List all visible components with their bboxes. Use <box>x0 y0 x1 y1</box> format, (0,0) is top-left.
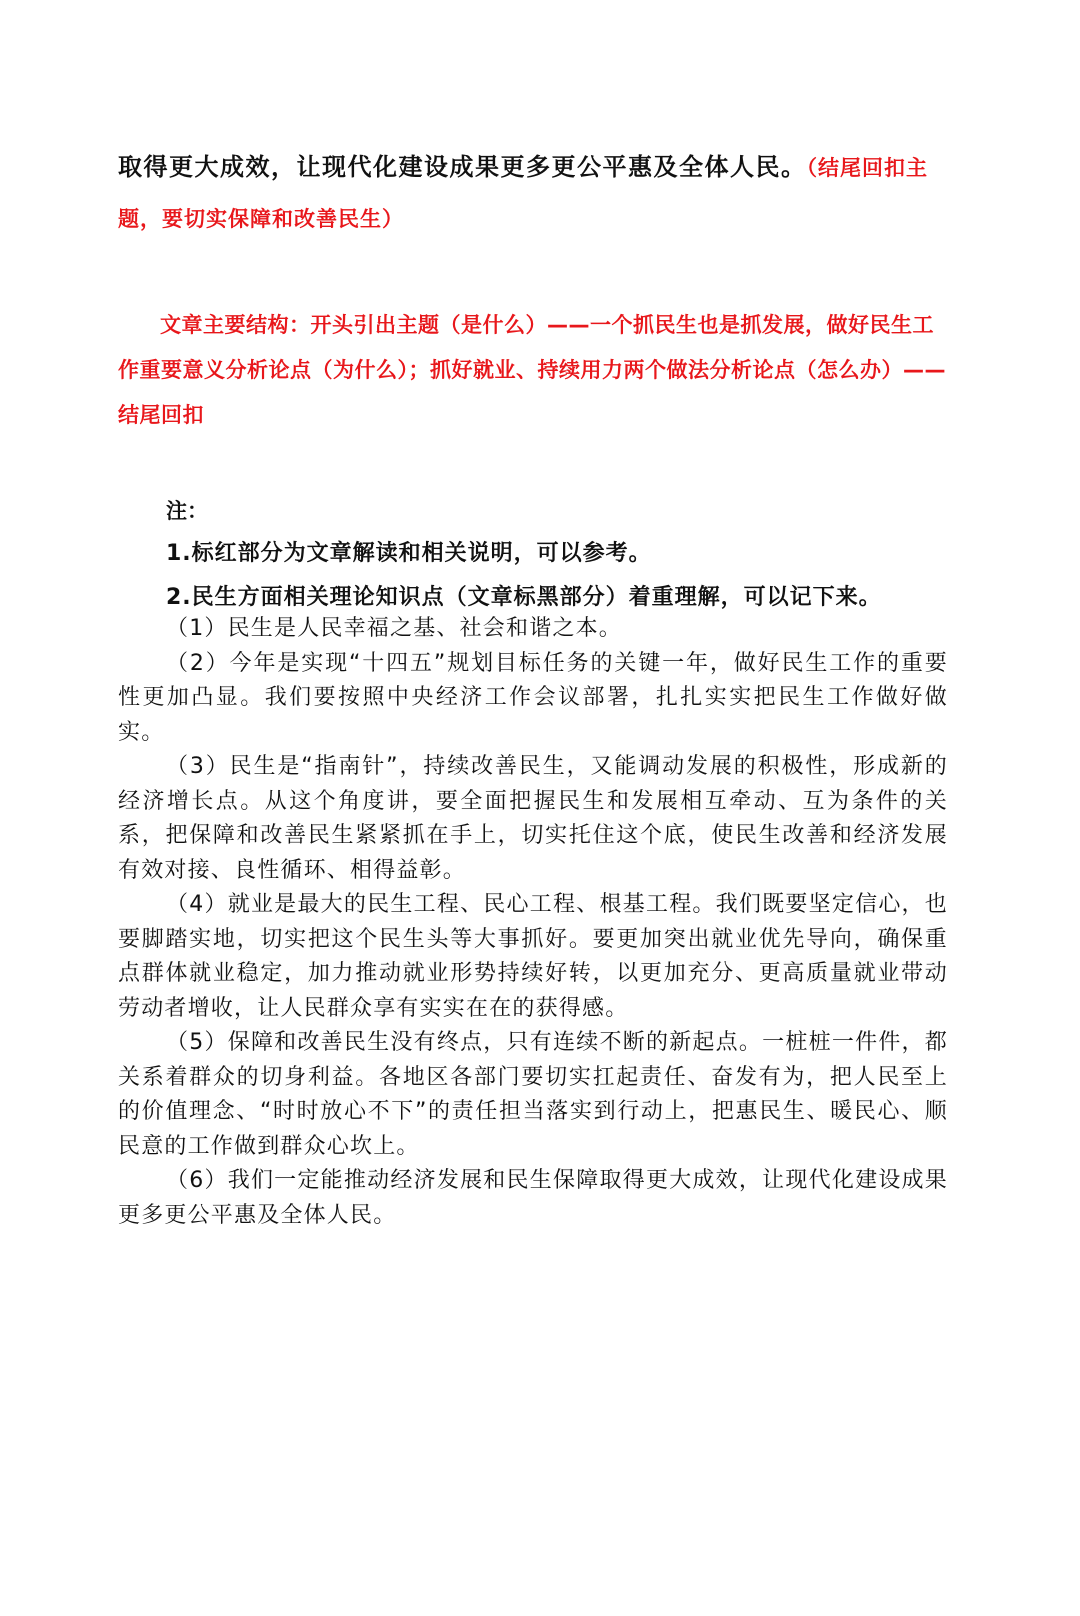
closing-text: 取得更大成效，让现代化建设成果更多更公平惠及全体人民。 <box>118 153 807 181</box>
note-item-2: 2.民生方面相关理论知识点（文章标黑部分）着重理解，可以记下来。 <box>166 585 882 610</box>
closing-annotation: （结尾回扣主题，要切实保障和改善民生） <box>118 156 928 231</box>
structure-annotation: 文章主要结构：开头引出主题（是什么）——一个抓民生也是抓发展，做好民生工作重要意义分析论点（为什么）；抓好就业、持续用力两个做法分析论点（怎么办）——结尾回扣 <box>118 313 946 427</box>
knowledge-point-4: （4）就业是最大的民生工程、民心工程、根基工程。我们既要坚定信心，也要脚踏实地，切实把这个民生头等大事抓好。要更加突出就业优先导向，确保重点群体就业稳定，加力推动就业形势持续好转，以更加充分、更高质量就业带动劳动者增收，让人民群众享有实实在在的获得感。 <box>118 892 948 1021</box>
knowledge-point-1: （1）民生是人民幸福之基、社会和谐之本。 <box>166 616 622 641</box>
note-item-1: 1.标红部分为文章解读和相关说明，可以参考。 <box>166 541 652 566</box>
closing-paragraph <box>118 142 948 244</box>
notes-title: 注： <box>166 499 208 523</box>
knowledge-point-3: （3）民生是“指南针”，持续改善民生，又能调动发展的积极性，形成新的经济增长点。从这个角度讲，要全面把握民生和发展相互牵动、互为条件的关系，把保障和改善民生紧紧抓在手上，切实托住这个底，使民生改善和经济发展有效对接、良性循环、相得益彰。 <box>118 754 948 883</box>
knowledge-points <box>118 612 948 1233</box>
knowledge-point-6: （6）我们一定能推动经济发展和民生保障取得更大成效，让现代化建设成果更多更公平惠及全体人民。 <box>118 1168 948 1228</box>
knowledge-point-5: （5）保障和改善民生没有终点，只有连续不断的新起点。一桩桩一件件，都关系着群众的切身利益。各地区各部门要切实扛起责任、奋发有为，把人民至上的价值理念、“时时放心不下”的责任担当落实到行动上，把惠民生、暖民心、顺民意的工作做到群众心坎上。 <box>118 1030 948 1159</box>
knowledge-point-2: （2）今年是实现“十四五”规划目标任务的关键一年，做好民生工作的重要性更加凸显。我们要按照中央经济工作会议部署，扎扎实实把民生工作做好做实。 <box>118 650 948 745</box>
